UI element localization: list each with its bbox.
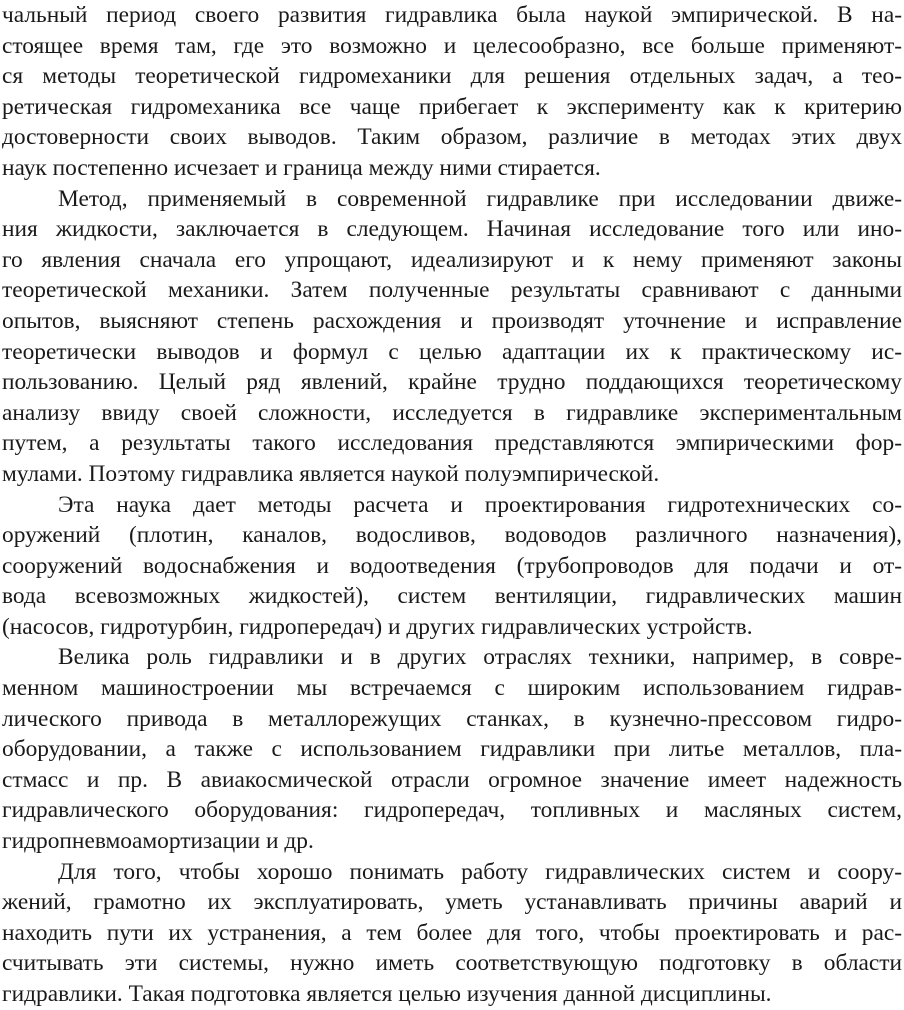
text-line: мулами. Поэтому гидравлика является наукой полуэмпирической. — [2, 460, 660, 487]
text-line: гидравлики. Такая подготовка является целью изучения данной дисциплины. — [2, 981, 772, 1007]
text-line: (насосов, гидротурбин, гидропередач) и других гидравлических устройств. — [2, 613, 753, 640]
text-line: ния жидкости, заключается в следующем. Начиная исследование того или ино- — [2, 216, 902, 243]
text-line: оружений (плотин, каналов, водосливов, водоводов различного назначения), — [2, 522, 902, 549]
text-line: анализу ввиду своей сложности, исследуется в гидравлике экспериментальным — [2, 399, 902, 426]
text-line: менном машиностроении мы встречаемся с широким использованием гидрав- — [2, 675, 902, 702]
text-line: вода всевозможных жидкостей), систем вентиляции, гидравлических машин — [2, 583, 902, 610]
text-line: го явления сначала его упрощают, идеализируют и к нему применяют законы — [2, 246, 902, 273]
paragraph — [2, 642, 902, 856]
text-line: Метод, применяемый в современной гидравлике при исследовании движе- — [58, 185, 902, 212]
text-line: стмасс и пр. В авиакосмической отрасли огромное значение имеет надежность — [2, 766, 902, 793]
text-line: теоретической механики. Затем полученные результаты сравнивают с данными — [2, 277, 902, 304]
text-line: находить пути их устранения, а тем более для того, чтобы проектировать и рас- — [2, 919, 902, 946]
text-line: Эта наука дает методы расчета и проектирования гидротехнических со- — [58, 491, 902, 518]
text-line: пользованию. Целый ряд явлений, крайне трудно поддающихся теоретическому — [2, 369, 902, 396]
text-line: опытов, выясняют степень расхождения и производят уточнение и исправление — [2, 307, 902, 334]
text-line: Для того, чтобы хорошо понимать работу гидравлических систем и соору- — [58, 858, 902, 885]
paragraph — [2, 490, 902, 643]
text-line: считывать эти системы, нужно иметь соответствующую подготовку в области — [2, 950, 902, 977]
text-line: ретическая гидромеханика все чаще прибегает к эксперименту как к критерию — [2, 93, 902, 120]
paragraph — [2, 857, 902, 1010]
text-line: гидравлического оборудования: гидропередач, топливных и масляных систем, — [2, 797, 902, 824]
text-line: чальный период своего развития гидравлика была наукой эмпирической. В на- — [2, 2, 902, 28]
document-page — [2, 0, 902, 1010]
text-line: стоящее время там, где это возможно и целесообразно, все больше применяют- — [2, 32, 902, 59]
text-line: оборудовании, а также с использованием гидравлики при литье металлов, пла- — [2, 736, 902, 763]
text-line: ся методы теоретической гидромеханики для решения отдельных задач, а тео- — [2, 63, 902, 90]
text-line: наук постепенно исчезает и граница между ними стирается. — [2, 154, 601, 181]
text-line: сооружений водоснабжения и водоотведения (трубопроводов для подачи и от- — [2, 552, 902, 579]
text-line: Велика роль гидравлики и в других отраслях техники, например, в совре- — [58, 644, 902, 671]
paragraph — [2, 0, 902, 184]
text-line: лического привода в металлорежущих станках, в кузнечно-прессовом гидро- — [2, 705, 902, 732]
text-line: гидропневмоамортизации и др. — [2, 828, 314, 855]
text-line: достоверности своих выводов. Таким образом, различие в методах этих двух — [2, 124, 902, 151]
text-line: путем, а результаты такого исследования представляются эмпирическими фор- — [2, 430, 902, 457]
paragraph — [2, 184, 902, 490]
text-line: теоретически выводов и формул с целью адаптации их к практическому ис- — [2, 338, 902, 365]
text-line: жений, грамотно их эксплуатировать, уметь устанавливать причины аварий и — [2, 889, 902, 916]
